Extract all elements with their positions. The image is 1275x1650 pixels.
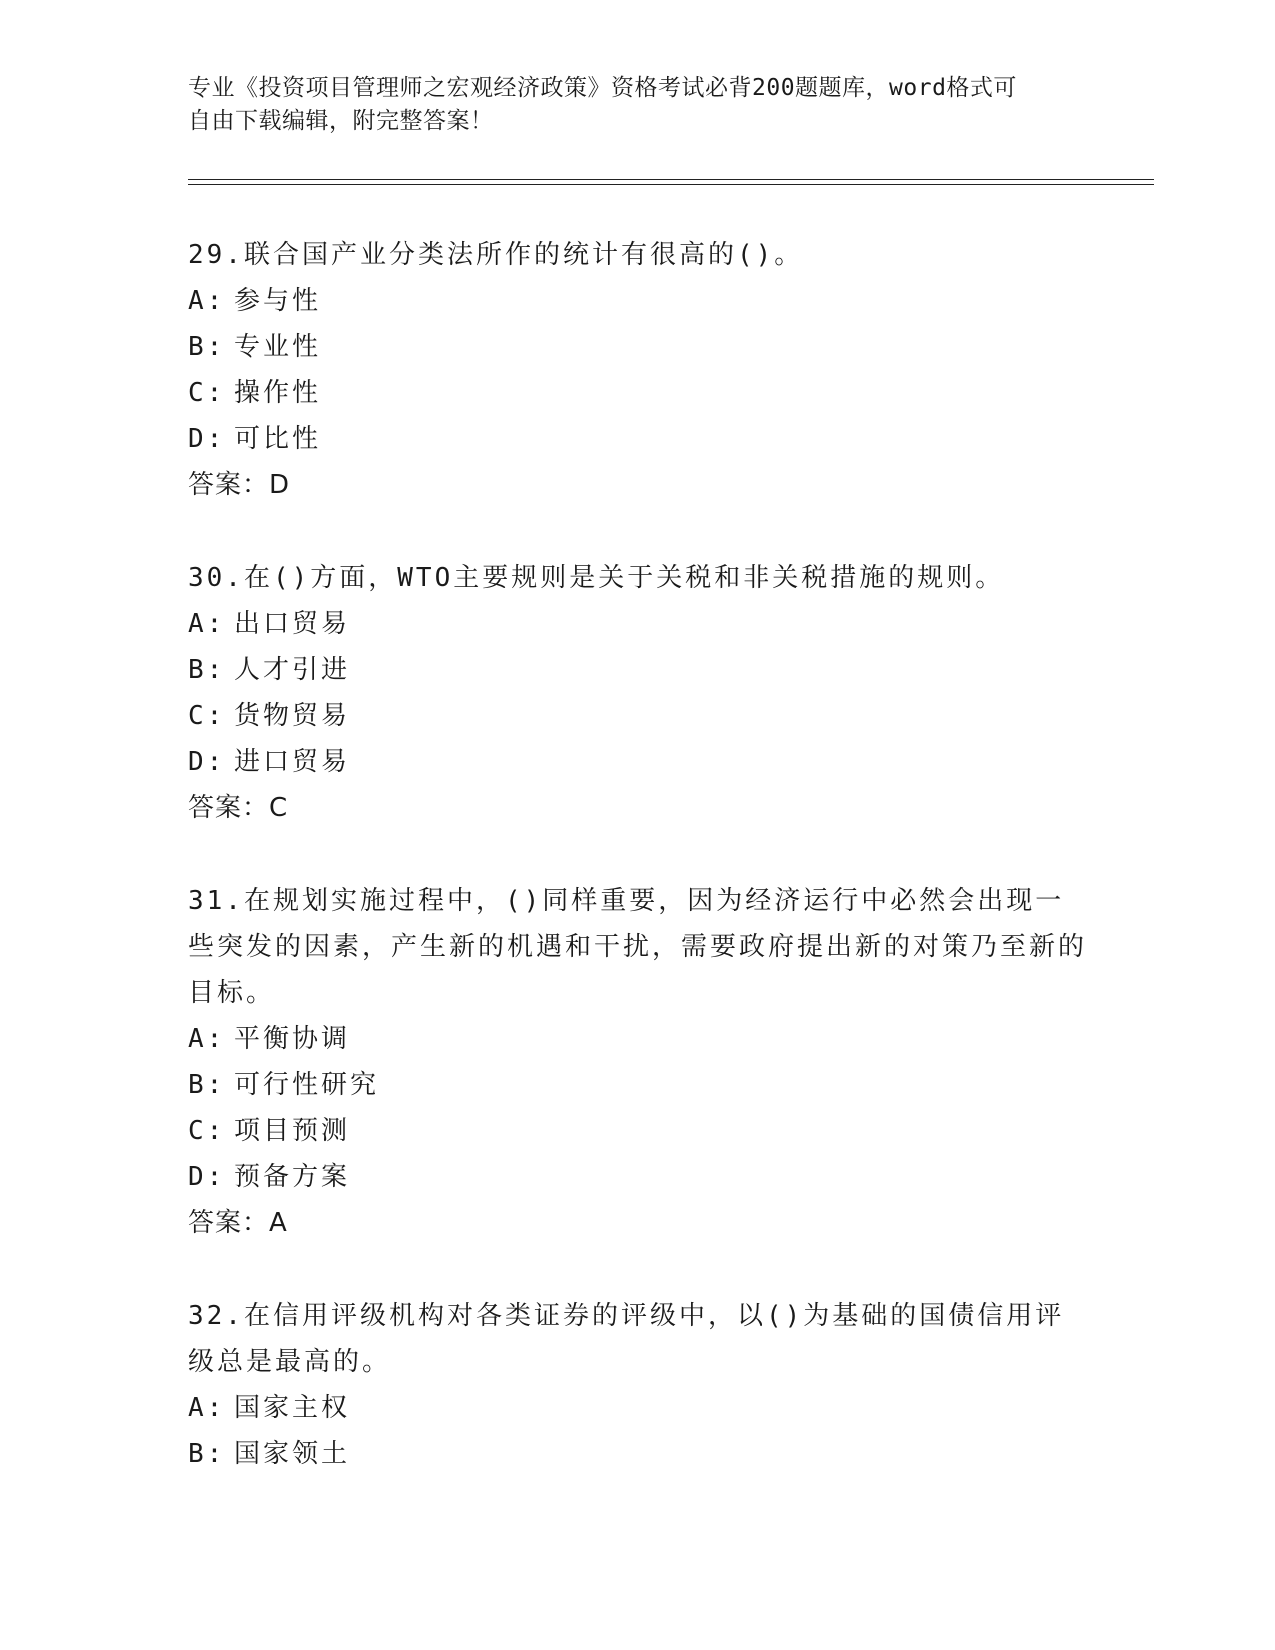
option-c	[188, 693, 1088, 739]
question-text: 29.联合国产业分类法所作的统计有很高的()。	[188, 240, 804, 270]
option-text: 平衡协调	[234, 1024, 351, 1054]
option-b	[188, 647, 1088, 693]
option-letter: D:	[188, 424, 226, 454]
option-a	[188, 278, 1088, 324]
answer-line: 答案：C	[188, 793, 289, 823]
option-letter: D:	[188, 747, 226, 777]
option-a	[188, 601, 1088, 647]
option-letter: C:	[188, 1116, 226, 1146]
header-divider-bottom	[188, 184, 1154, 185]
option-d	[188, 739, 1088, 785]
option-d	[188, 1154, 1088, 1200]
option-a	[188, 1016, 1088, 1062]
document-header	[188, 72, 1088, 138]
option-letter: B:	[188, 1070, 226, 1100]
option-text: 货物贸易	[234, 701, 351, 731]
option-text: 专业性	[234, 332, 322, 362]
option-text: 预备方案	[234, 1162, 351, 1192]
header-divider-top	[188, 179, 1154, 180]
option-letter: A:	[188, 286, 226, 316]
option-letter: D:	[188, 1162, 226, 1192]
option-text: 项目预测	[234, 1116, 351, 1146]
question-30	[188, 555, 1088, 831]
question-text: 31.在规划实施过程中，()同样重要，因为经济运行中必然会出现一些突发的因素，产生新的机遇和干扰，需要政府提出新的对策乃至新的目标。	[188, 886, 1088, 1008]
answer-line: 答案：D	[188, 470, 291, 500]
option-letter: A:	[188, 609, 226, 639]
option-text: 人才引进	[234, 655, 351, 685]
answer-line: 答案：A	[188, 1208, 288, 1238]
option-c	[188, 370, 1088, 416]
option-d	[188, 416, 1088, 462]
question-32	[188, 1293, 1088, 1477]
question-29	[188, 232, 1088, 508]
option-b	[188, 324, 1088, 370]
option-letter: A:	[188, 1393, 226, 1423]
option-b	[188, 1431, 1088, 1477]
option-letter: C:	[188, 701, 226, 731]
option-letter: A:	[188, 1024, 226, 1054]
header-line-2: 自由下载编辑，附完整答案！	[188, 108, 494, 134]
option-text: 可行性研究	[234, 1070, 380, 1100]
option-letter: B:	[188, 332, 226, 362]
option-letter: C:	[188, 378, 226, 408]
option-text: 操作性	[234, 378, 322, 408]
question-text: 30.在()方面，WTO主要规则是关于关税和非关税措施的规则。	[188, 563, 1005, 593]
option-b	[188, 1062, 1088, 1108]
option-text: 可比性	[234, 424, 322, 454]
option-text: 参与性	[234, 286, 322, 316]
option-text: 出口贸易	[234, 609, 351, 639]
option-text: 国家领土	[234, 1439, 351, 1469]
question-text: 32.在信用评级机构对各类证券的评级中，以()为基础的国债信用评级总是最高的。	[188, 1301, 1065, 1377]
option-a	[188, 1385, 1088, 1431]
question-list	[188, 232, 1088, 1524]
option-text: 国家主权	[234, 1393, 351, 1423]
question-31	[188, 878, 1088, 1246]
option-letter: B:	[188, 655, 226, 685]
header-line-1: 专业《投资项目管理师之宏观经济政策》资格考试必背200题题库，word格式可	[188, 75, 1017, 101]
option-c	[188, 1108, 1088, 1154]
option-text: 进口贸易	[234, 747, 351, 777]
option-letter: B:	[188, 1439, 226, 1469]
